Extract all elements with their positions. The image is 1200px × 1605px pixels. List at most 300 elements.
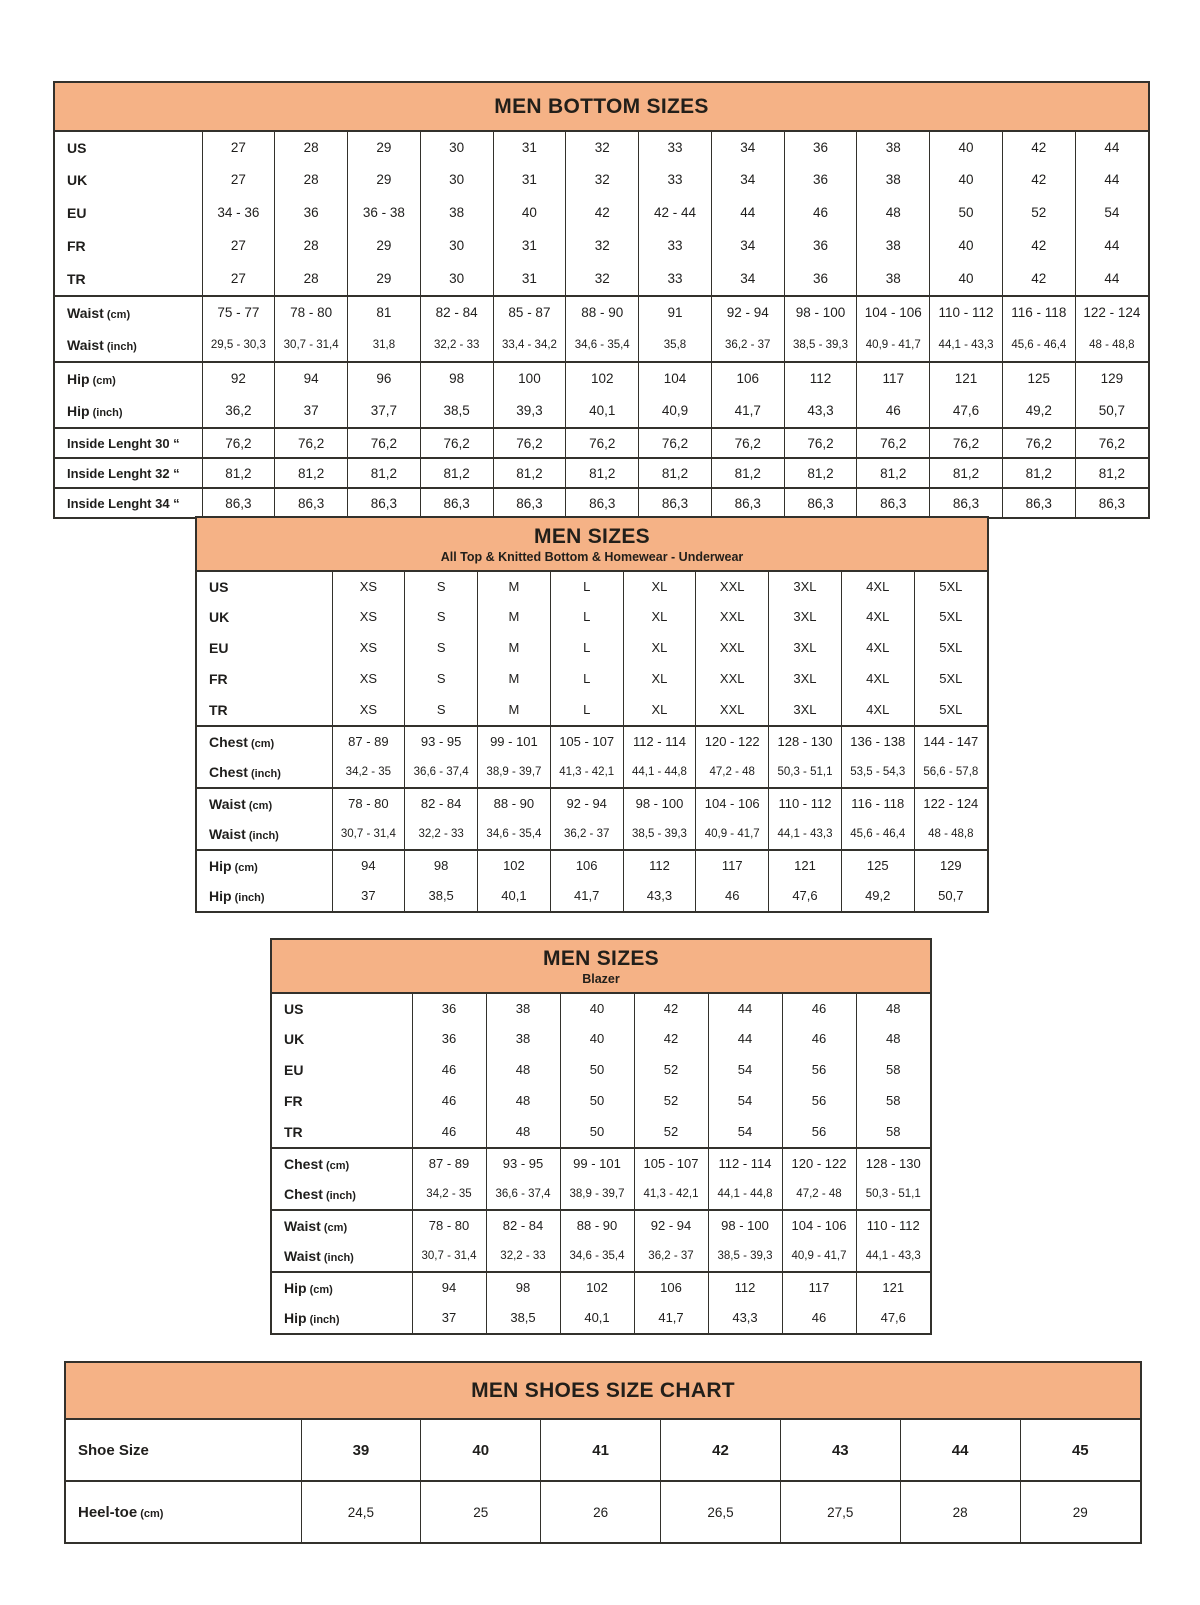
- row-label: Waist (inch): [284, 1247, 354, 1264]
- value-cell: XXL: [696, 694, 769, 726]
- value-cell: 3XL: [769, 632, 842, 663]
- value-cell: 41,3 - 42,1: [550, 756, 623, 788]
- value-cell: 106: [550, 850, 623, 880]
- value-cell: M: [478, 572, 551, 601]
- row-label: UK: [67, 171, 88, 188]
- size-grid: [66, 1420, 1140, 1542]
- value-cell: 32,2 - 33: [420, 328, 493, 362]
- value-cell: 76,2: [493, 428, 566, 458]
- value-cell: 33: [639, 262, 712, 296]
- value-cell: 117: [696, 850, 769, 880]
- value-cell: 40: [421, 1420, 541, 1481]
- value-cell: 58: [856, 1054, 930, 1085]
- value-cell: M: [478, 632, 551, 663]
- row-label: Hip (inch): [284, 1309, 340, 1326]
- value-cell: 104 - 106: [857, 296, 930, 328]
- value-cell: 52: [634, 1085, 708, 1116]
- value-cell: 81,2: [566, 458, 639, 488]
- value-cell: XS: [332, 663, 405, 694]
- value-cell: 76,2: [857, 428, 930, 458]
- value-cell: 82 - 84: [486, 1210, 560, 1240]
- value-cell: 102: [566, 362, 639, 394]
- value-cell: 40,1: [566, 394, 639, 428]
- value-cell: 128 - 130: [856, 1148, 930, 1178]
- value-cell: 48: [857, 196, 930, 229]
- value-cell: 46: [782, 1023, 856, 1054]
- value-cell: 52: [634, 1116, 708, 1148]
- value-cell: 81,2: [930, 458, 1003, 488]
- value-cell: 48: [486, 1116, 560, 1148]
- row-label: Waist (cm): [272, 1210, 412, 1240]
- table-row: [55, 394, 1148, 428]
- value-cell: 3XL: [769, 663, 842, 694]
- row-label: Chest (inch): [209, 763, 281, 780]
- value-cell: 25: [421, 1481, 541, 1542]
- value-cell: 40: [930, 163, 1003, 196]
- value-cell: 36,2: [202, 394, 275, 428]
- value-cell: 49,2: [1002, 394, 1075, 428]
- value-cell: 32,2 - 33: [405, 818, 478, 850]
- value-cell: 81,2: [420, 458, 493, 488]
- table-row: [197, 601, 987, 632]
- row-label: Inside Lenght 34 “: [55, 488, 202, 517]
- value-cell: 3XL: [769, 694, 842, 726]
- row-label: FR: [284, 1092, 303, 1109]
- value-cell: 3XL: [769, 601, 842, 632]
- value-cell: 44: [1075, 163, 1148, 196]
- value-cell: 44: [1075, 262, 1148, 296]
- value-cell: 46: [412, 1085, 486, 1116]
- value-cell: 40: [493, 196, 566, 229]
- value-cell: 54: [708, 1054, 782, 1085]
- table-row: [197, 694, 987, 726]
- table-title: MEN BOTTOM SIZES: [494, 95, 709, 118]
- table-row: [55, 428, 1148, 458]
- value-cell: 48: [486, 1054, 560, 1085]
- table-title-bar: [55, 83, 1148, 132]
- value-cell: 39,3: [493, 394, 566, 428]
- value-cell: 27: [202, 229, 275, 262]
- table-subtitle: Blazer: [582, 972, 620, 986]
- table-row: [272, 1023, 930, 1054]
- value-cell: 88 - 90: [478, 788, 551, 818]
- value-cell: 38,5: [420, 394, 493, 428]
- value-cell: M: [478, 663, 551, 694]
- value-cell: 40: [930, 262, 1003, 296]
- value-cell: 121: [769, 850, 842, 880]
- row-label: US: [67, 139, 87, 156]
- value-cell: 76,2: [566, 428, 639, 458]
- value-cell: 86,3: [857, 488, 930, 517]
- value-cell: 36: [784, 163, 857, 196]
- value-cell: 81: [348, 296, 421, 328]
- row-label: TR: [209, 701, 228, 718]
- value-cell: 34,6 - 35,4: [478, 818, 551, 850]
- value-cell: XXL: [696, 572, 769, 601]
- value-cell: 94: [275, 362, 348, 394]
- value-cell: XL: [623, 663, 696, 694]
- value-cell: 76,2: [275, 428, 348, 458]
- value-cell: 46: [782, 994, 856, 1023]
- value-cell: 122 - 124: [1075, 296, 1148, 328]
- value-cell: 86,3: [202, 488, 275, 517]
- value-cell: 42: [1002, 163, 1075, 196]
- value-cell: 36: [784, 132, 857, 163]
- value-cell: 44: [1075, 229, 1148, 262]
- table-row: [272, 1148, 930, 1178]
- value-cell: 36: [412, 994, 486, 1023]
- value-cell: 121: [930, 362, 1003, 394]
- value-cell: XXL: [696, 601, 769, 632]
- table-row: [197, 756, 987, 788]
- value-cell: 4XL: [841, 694, 914, 726]
- value-cell: 38,5 - 39,3: [623, 818, 696, 850]
- value-cell: 47,6: [856, 1302, 930, 1333]
- value-cell: M: [478, 601, 551, 632]
- value-cell: 27: [202, 132, 275, 163]
- men-shoes-size-chart-table: [64, 1361, 1142, 1544]
- row-label: Waist (inch): [209, 825, 279, 842]
- row-label: Hip (cm): [197, 850, 332, 880]
- row-label: Heel-toe (cm): [66, 1481, 301, 1542]
- value-cell: 56: [782, 1054, 856, 1085]
- value-cell: 44,1 - 43,3: [930, 328, 1003, 362]
- value-cell: 24,5: [301, 1481, 421, 1542]
- value-cell: 49,2: [841, 880, 914, 911]
- value-cell: 82 - 84: [420, 296, 493, 328]
- value-cell: 50: [560, 1054, 634, 1085]
- value-cell: 28: [275, 132, 348, 163]
- row-label: Hip (cm): [55, 362, 202, 394]
- value-cell: L: [550, 601, 623, 632]
- value-cell: 30,7 - 31,4: [412, 1240, 486, 1272]
- value-cell: 38,5: [405, 880, 478, 911]
- value-cell: 38: [857, 262, 930, 296]
- value-cell: 29: [348, 262, 421, 296]
- table-row: [197, 788, 987, 818]
- value-cell: L: [550, 694, 623, 726]
- table-row: [272, 1178, 930, 1210]
- table-row: [55, 328, 1148, 362]
- value-cell: 34: [711, 132, 784, 163]
- value-cell: 125: [841, 850, 914, 880]
- value-cell: 37: [332, 880, 405, 911]
- value-cell: 50: [560, 1116, 634, 1148]
- value-cell: 38,5 - 39,3: [784, 328, 857, 362]
- value-cell: 43,3: [784, 394, 857, 428]
- value-cell: 36 - 38: [348, 196, 421, 229]
- value-cell: XL: [623, 601, 696, 632]
- value-cell: XS: [332, 572, 405, 601]
- value-cell: 129: [1075, 362, 1148, 394]
- value-cell: L: [550, 632, 623, 663]
- value-cell: 48 - 48,8: [1075, 328, 1148, 362]
- value-cell: 52: [1002, 196, 1075, 229]
- value-cell: 42: [1002, 132, 1075, 163]
- value-cell: 38: [857, 163, 930, 196]
- table-title-bar: [197, 518, 987, 572]
- value-cell: 128 - 130: [769, 726, 842, 756]
- value-cell: 36,2 - 37: [711, 328, 784, 362]
- value-cell: 32: [566, 262, 639, 296]
- value-cell: 50,3 - 51,1: [856, 1178, 930, 1210]
- value-cell: 30: [420, 262, 493, 296]
- value-cell: 38,9 - 39,7: [560, 1178, 634, 1210]
- value-cell: 42: [1002, 229, 1075, 262]
- value-cell: 104 - 106: [782, 1210, 856, 1240]
- value-cell: 5XL: [914, 632, 987, 663]
- value-cell: 102: [560, 1272, 634, 1302]
- value-cell: 92 - 94: [550, 788, 623, 818]
- value-cell: 40,1: [560, 1302, 634, 1333]
- value-cell: XXL: [696, 632, 769, 663]
- table-row: [55, 132, 1148, 163]
- value-cell: 50,3 - 51,1: [769, 756, 842, 788]
- value-cell: 81,2: [275, 458, 348, 488]
- value-cell: 76,2: [930, 428, 1003, 458]
- value-cell: 36: [412, 1023, 486, 1054]
- value-cell: 81,2: [493, 458, 566, 488]
- row-label: US: [284, 1000, 304, 1017]
- value-cell: 86,3: [639, 488, 712, 517]
- value-cell: 45: [1020, 1420, 1140, 1481]
- table-row: [55, 262, 1148, 296]
- value-cell: 86,3: [420, 488, 493, 517]
- value-cell: 110 - 112: [856, 1210, 930, 1240]
- value-cell: 28: [275, 163, 348, 196]
- table-row: [55, 362, 1148, 394]
- value-cell: 33,4 - 34,2: [493, 328, 566, 362]
- value-cell: 30: [420, 163, 493, 196]
- value-cell: 99 - 101: [560, 1148, 634, 1178]
- value-cell: 120 - 122: [696, 726, 769, 756]
- value-cell: 54: [708, 1085, 782, 1116]
- value-cell: 36: [784, 229, 857, 262]
- value-cell: 56,6 - 57,8: [914, 756, 987, 788]
- value-cell: 29: [348, 229, 421, 262]
- value-cell: 116 - 118: [1002, 296, 1075, 328]
- value-cell: 37: [275, 394, 348, 428]
- table-row: [272, 1272, 930, 1302]
- value-cell: 37: [412, 1302, 486, 1333]
- table-row: [55, 163, 1148, 196]
- value-cell: 47,2 - 48: [782, 1178, 856, 1210]
- value-cell: 110 - 112: [769, 788, 842, 818]
- value-cell: 104 - 106: [696, 788, 769, 818]
- value-cell: 42: [1002, 262, 1075, 296]
- value-cell: 44,1 - 43,3: [769, 818, 842, 850]
- value-cell: 38,5: [486, 1302, 560, 1333]
- value-cell: 5XL: [914, 572, 987, 601]
- table-row: [197, 663, 987, 694]
- table-row: [272, 1085, 930, 1116]
- value-cell: 38: [486, 994, 560, 1023]
- value-cell: 76,2: [1075, 428, 1148, 458]
- value-cell: 33: [639, 163, 712, 196]
- men-bottom-sizes-table: [53, 81, 1150, 519]
- value-cell: XL: [623, 572, 696, 601]
- value-cell: 86,3: [348, 488, 421, 517]
- value-cell: 27,5: [780, 1481, 900, 1542]
- value-cell: 98: [420, 362, 493, 394]
- row-label: UK: [209, 608, 230, 625]
- value-cell: XXL: [696, 663, 769, 694]
- value-cell: 54: [1075, 196, 1148, 229]
- value-cell: 98 - 100: [623, 788, 696, 818]
- value-cell: 5XL: [914, 601, 987, 632]
- value-cell: L: [550, 572, 623, 601]
- value-cell: 76,2: [711, 428, 784, 458]
- value-cell: 144 - 147: [914, 726, 987, 756]
- value-cell: 100: [493, 362, 566, 394]
- value-cell: 87 - 89: [412, 1148, 486, 1178]
- table-row: [272, 1240, 930, 1272]
- value-cell: 3XL: [769, 572, 842, 601]
- row-label: Hip (cm): [272, 1272, 412, 1302]
- value-cell: 86,3: [930, 488, 1003, 517]
- value-cell: 42: [661, 1420, 781, 1481]
- value-cell: XS: [332, 632, 405, 663]
- value-cell: 81,2: [711, 458, 784, 488]
- value-cell: 82 - 84: [405, 788, 478, 818]
- value-cell: XL: [623, 632, 696, 663]
- table-row: [55, 196, 1148, 229]
- row-label: TR: [284, 1123, 303, 1140]
- row-label: EU: [67, 204, 87, 221]
- value-cell: L: [550, 663, 623, 694]
- value-cell: 50,7: [914, 880, 987, 911]
- table-row: [272, 1054, 930, 1085]
- value-cell: 110 - 112: [930, 296, 1003, 328]
- row-label: FR: [209, 670, 228, 687]
- value-cell: 91: [639, 296, 712, 328]
- value-cell: 29: [348, 132, 421, 163]
- value-cell: 112: [708, 1272, 782, 1302]
- value-cell: M: [478, 694, 551, 726]
- value-cell: 44,1 - 43,3: [856, 1240, 930, 1272]
- value-cell: 117: [857, 362, 930, 394]
- value-cell: 116 - 118: [841, 788, 914, 818]
- value-cell: 40,9 - 41,7: [696, 818, 769, 850]
- value-cell: 48: [856, 994, 930, 1023]
- value-cell: 44: [708, 994, 782, 1023]
- value-cell: 5XL: [914, 663, 987, 694]
- value-cell: 43: [780, 1420, 900, 1481]
- row-label: Waist (cm): [197, 788, 332, 818]
- value-cell: 46: [784, 196, 857, 229]
- value-cell: 41,7: [550, 880, 623, 911]
- value-cell: 53,5 - 54,3: [841, 756, 914, 788]
- value-cell: 36,2 - 37: [550, 818, 623, 850]
- value-cell: 112 - 114: [708, 1148, 782, 1178]
- table-row: [197, 880, 987, 911]
- value-cell: 29: [348, 163, 421, 196]
- value-cell: 32,2 - 33: [486, 1240, 560, 1272]
- value-cell: 78 - 80: [412, 1210, 486, 1240]
- table-row: [272, 1116, 930, 1148]
- value-cell: 4XL: [841, 601, 914, 632]
- value-cell: 81,2: [784, 458, 857, 488]
- table-title-bar: [272, 940, 930, 994]
- value-cell: 47,6: [769, 880, 842, 911]
- value-cell: 41: [541, 1420, 661, 1481]
- value-cell: 117: [782, 1272, 856, 1302]
- value-cell: 46: [857, 394, 930, 428]
- value-cell: 86,3: [566, 488, 639, 517]
- value-cell: 34: [711, 229, 784, 262]
- value-cell: XS: [332, 601, 405, 632]
- value-cell: 5XL: [914, 694, 987, 726]
- row-label: Waist (inch): [67, 336, 137, 353]
- value-cell: 92 - 94: [711, 296, 784, 328]
- value-cell: 81,2: [1002, 458, 1075, 488]
- value-cell: 99 - 101: [478, 726, 551, 756]
- value-cell: 40,9 - 41,7: [857, 328, 930, 362]
- value-cell: 43,3: [623, 880, 696, 911]
- value-cell: 86,3: [1002, 488, 1075, 517]
- value-cell: 38: [857, 229, 930, 262]
- value-cell: 36,2 - 37: [634, 1240, 708, 1272]
- value-cell: 102: [478, 850, 551, 880]
- value-cell: 39: [301, 1420, 421, 1481]
- table-row: [55, 296, 1148, 328]
- value-cell: 86,3: [493, 488, 566, 517]
- value-cell: 38: [420, 196, 493, 229]
- value-cell: 58: [856, 1116, 930, 1148]
- value-cell: 50: [560, 1085, 634, 1116]
- value-cell: 4XL: [841, 572, 914, 601]
- value-cell: 76,2: [639, 428, 712, 458]
- value-cell: 29,5 - 30,3: [202, 328, 275, 362]
- value-cell: 92 - 94: [634, 1210, 708, 1240]
- value-cell: 42: [634, 994, 708, 1023]
- row-label: EU: [209, 639, 229, 656]
- table-row: [197, 818, 987, 850]
- table-row: [197, 850, 987, 880]
- value-cell: S: [405, 694, 478, 726]
- table-row: [272, 1302, 930, 1333]
- men-sizes-blazer-table: [270, 938, 932, 1335]
- value-cell: 48: [486, 1085, 560, 1116]
- value-cell: 47,6: [930, 394, 1003, 428]
- row-label: UK: [284, 1030, 305, 1047]
- table-title: MEN SIZES: [543, 947, 659, 970]
- value-cell: 30,7 - 31,4: [275, 328, 348, 362]
- value-cell: S: [405, 663, 478, 694]
- value-cell: S: [405, 601, 478, 632]
- value-cell: 58: [856, 1085, 930, 1116]
- value-cell: 36,6 - 37,4: [405, 756, 478, 788]
- value-cell: 34,2 - 35: [332, 756, 405, 788]
- value-cell: 44: [900, 1420, 1020, 1481]
- value-cell: 44,1 - 44,8: [708, 1178, 782, 1210]
- value-cell: 81,2: [348, 458, 421, 488]
- value-cell: 31: [493, 132, 566, 163]
- value-cell: 38,5 - 39,3: [708, 1240, 782, 1272]
- table-row: [197, 572, 987, 601]
- value-cell: 76,2: [348, 428, 421, 458]
- value-cell: 41,3 - 42,1: [634, 1178, 708, 1210]
- value-cell: 31: [493, 163, 566, 196]
- row-label: Waist (cm): [55, 296, 202, 328]
- value-cell: 112: [623, 850, 696, 880]
- value-cell: 33: [639, 229, 712, 262]
- value-cell: 38: [857, 132, 930, 163]
- table-row: [55, 488, 1148, 517]
- value-cell: 48 - 48,8: [914, 818, 987, 850]
- row-label: Chest (cm): [272, 1148, 412, 1178]
- value-cell: 136 - 138: [841, 726, 914, 756]
